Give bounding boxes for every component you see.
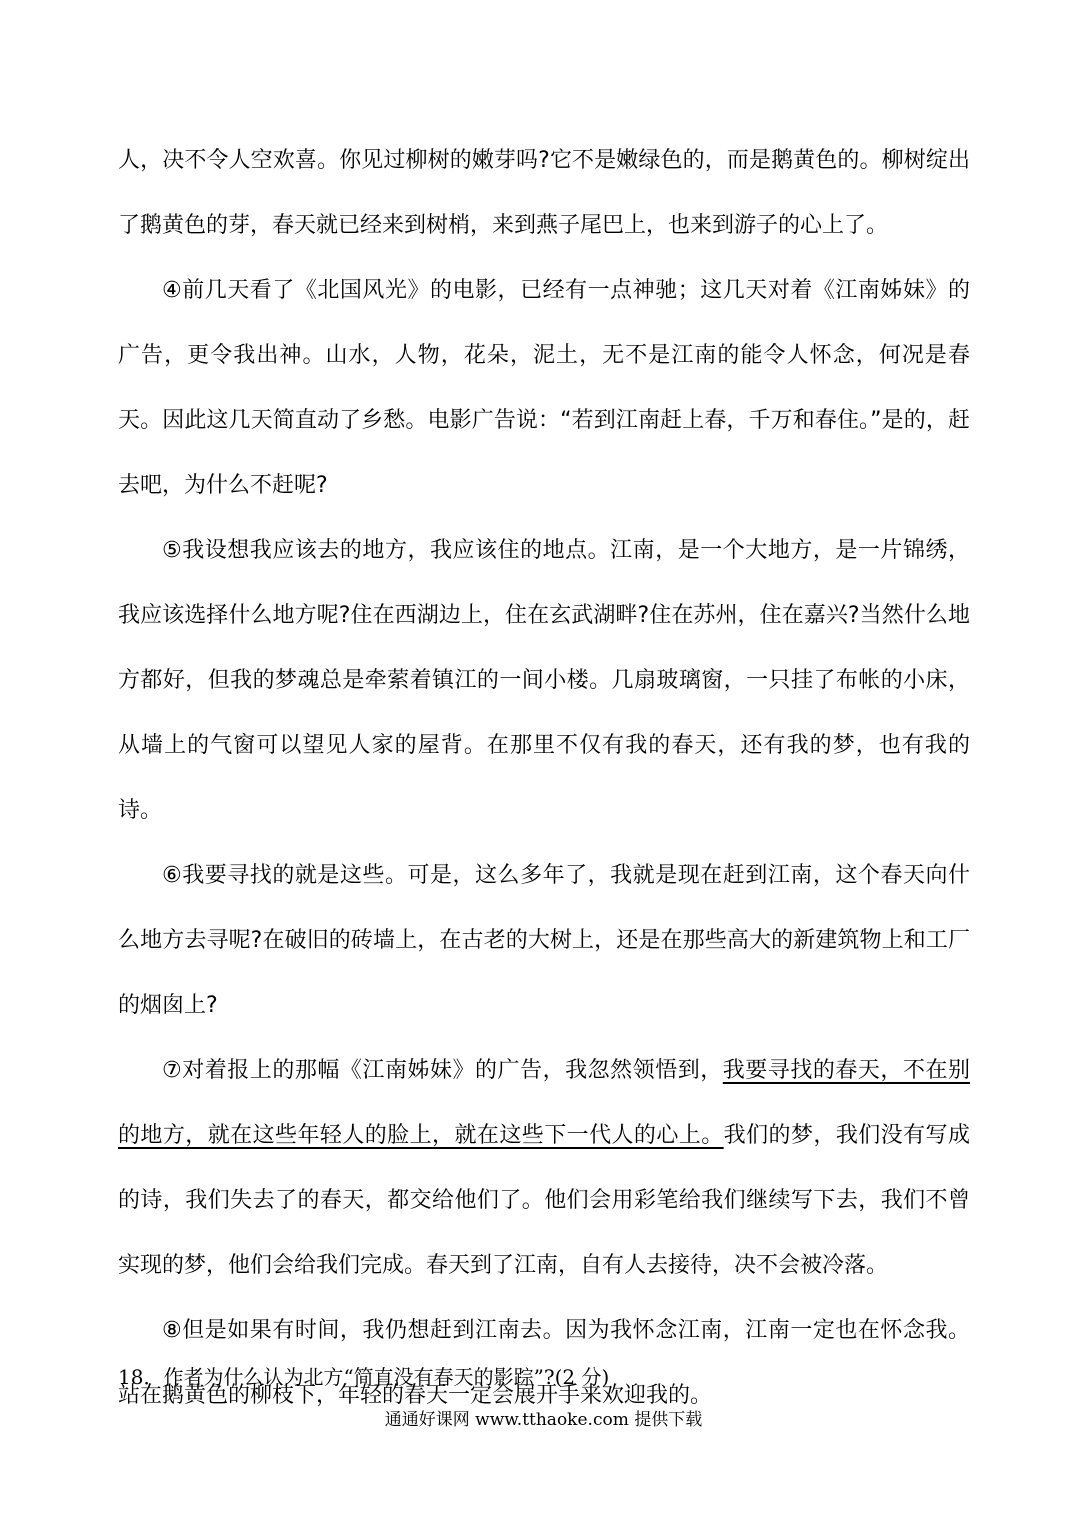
page-footer: 通通好课网 www.tthaoke.com 提供下载 xyxy=(384,1410,703,1430)
reading-passage xyxy=(118,128,970,1428)
paragraph-continued: 人，决不令人空欢喜。你见过柳树的嫩芽吗?它不是嫩绿色的，而是鹅黄色的。柳树绽出了鹅黄色的芽，春天就已经来到树梢，来到燕子尾巴上，也来到游子的心上了。 xyxy=(118,148,970,238)
underlined-sentence: 我要寻找的春天，不在别的地方，就在这些年轻人的脸上，就在这些下一代人的心上。 xyxy=(118,1058,970,1148)
paragraph-6: ⑥我要寻找的就是这些。可是，这么多年了，我就是现在赶到江南，这个春天向什么地方去寻呢?在破旧的砖墙上，在古老的大树上，还是在那些高大的新建筑物上和工厂的烟囱上? xyxy=(118,863,970,1018)
paragraph-5: ⑤我设想我应该去的地方，我应该住的地点。江南，是一个大地方，是一片锦绣，我应该选择什么地方呢?住在西湖边上，住在玄武湖畔?住在苏州，住在嘉兴?当然什么地方都好，但我的梦魂总是牵萦着镇江的一间小楼。几扇玻璃窗，一只挂了布帐的小床，从墙上的气窗可以望见人家的屋背。在那里不仅有我的春天，还有我的梦，也有我的诗。 xyxy=(118,538,970,823)
question-18: 18．作者为什么认为北方“简直没有春天的影踪”?(2 分) xyxy=(118,1365,610,1389)
paragraph-8: ⑧但是如果有时间，我仍想赶到江南去。因为我怀念江南，江南一定也在怀念我。站在鹅黄色的柳枝下，年轻的春天一定会展开手来欢迎我的。 xyxy=(118,1318,970,1408)
paragraph-7 xyxy=(118,1038,970,1298)
paragraph-7-lead: ⑦对着报上的那幅《江南姊妹》的广告，我忽然领悟到， xyxy=(162,1058,723,1083)
paragraph-4: ④前几天看了《北国风光》的电影，已经有一点神驰；这几天对着《江南姊妹》的广告，更令我出神。山水，人物，花朵，泥土，无不是江南的能令人怀念，何况是春天。因此这几天简直动了乡愁。电影广告说：“若到江南赶上春，千万和春住。”是的，赶去吧，为什么不赶呢? xyxy=(118,278,970,498)
paragraph-7-rest: 我们的梦，我们没有写成的诗，我们失去了的春天，都交给他们了。他们会用彩笔给我们继续写下去，我们不曾实现的梦，他们会给我们完成。春天到了江南，自有人去接待，决不会被冷落。 xyxy=(118,1123,970,1278)
